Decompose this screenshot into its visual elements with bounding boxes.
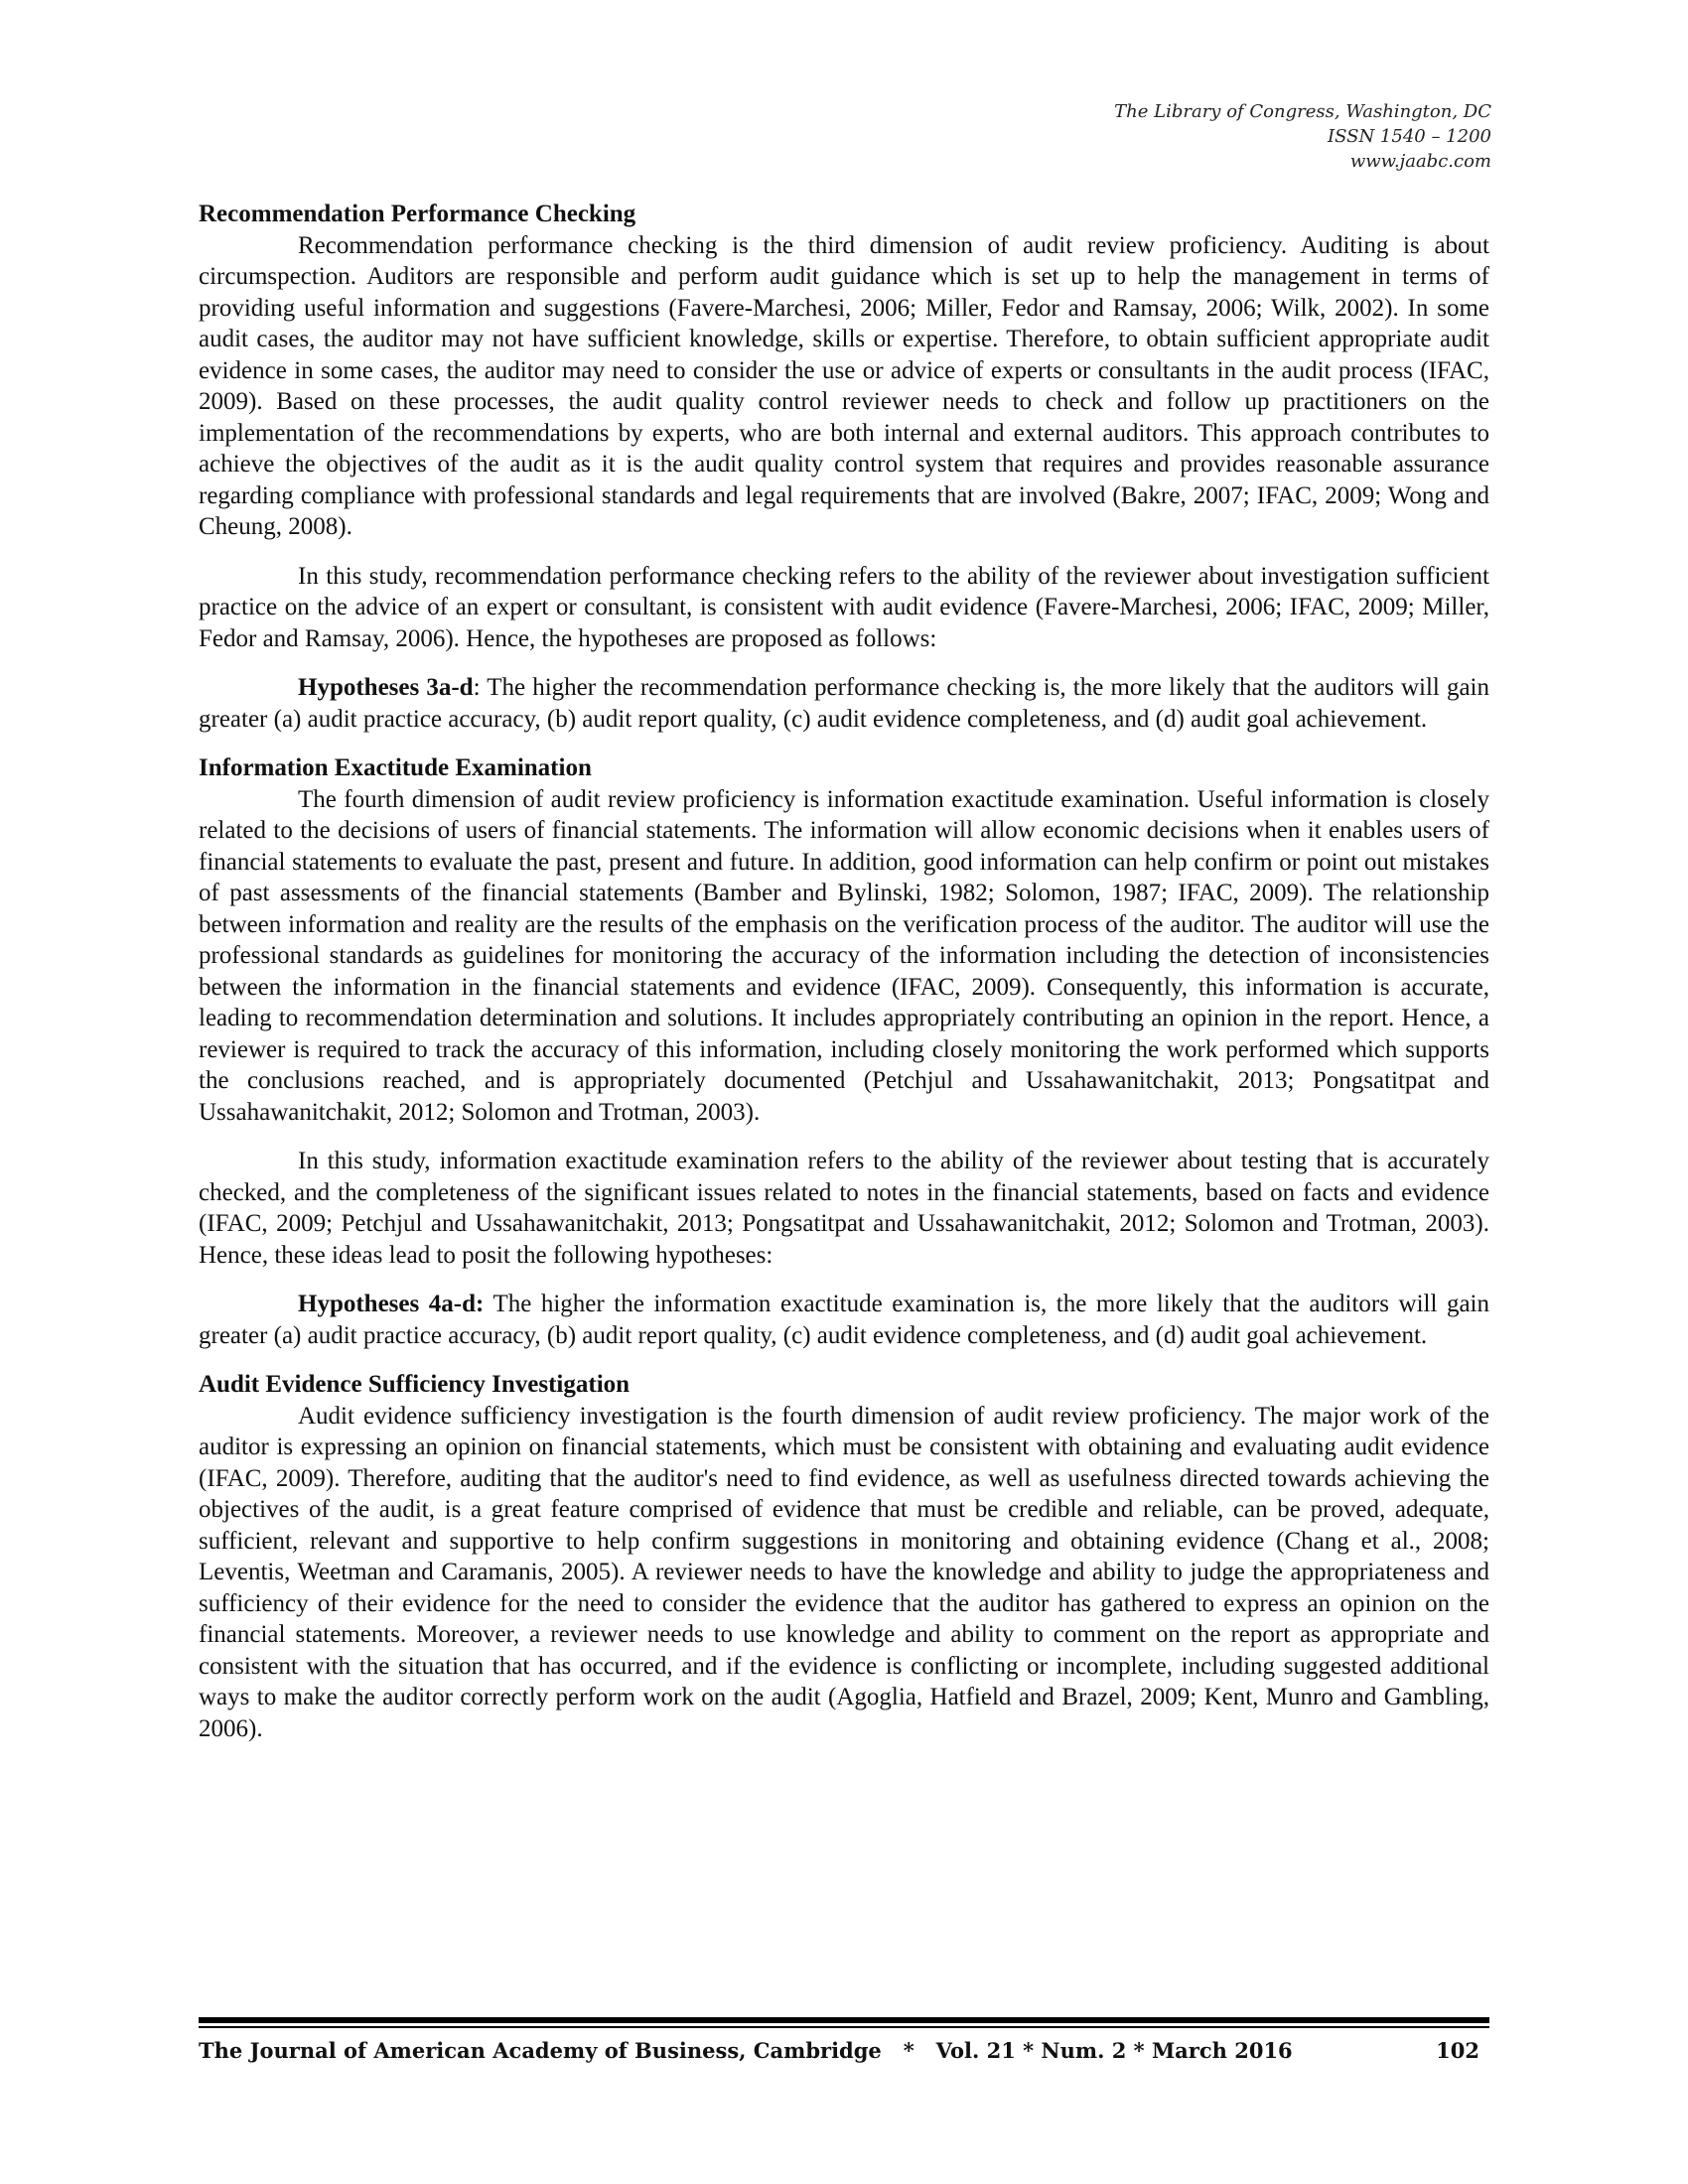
- running-header: [1114, 99, 1491, 174]
- section-heading-information: Information Exactitude Examination: [199, 754, 592, 781]
- hypothesis-label: Hypotheses 3a-d: [298, 674, 474, 701]
- footer-rule: [199, 2017, 1489, 2023]
- header-website-line: www.jaabc.com: [1349, 151, 1491, 172]
- hypothesis-label: Hypotheses 4a-d:: [298, 1291, 485, 1317]
- hypothesis-text: : The higher the recommendation performance checking is, the more likely that the auditors will gain greater (a) audit practice accuracy, (b) audit report quality, (c) audit evidence completeness, and (d) audit goal achievement.: [199, 674, 1490, 733]
- page-footer: [199, 2035, 1489, 2067]
- paragraph: Recommendation performance checking is the third dimension of audit review proficiency. Auditing is about circumspection. Auditors are responsible and perform audit guidance which is set up to help the management in terms of providing useful information and suggestions (Favere-Marchesi, 2006; Miller, Fedor and Ramsay, 2006; Wilk, 2002). In some audit cases, the auditor may not have sufficient knowledge, skills or expertise. Therefore, to obtain sufficient appropriate audit evidence in some cases, the auditor may need to consider the use or advice of experts or consultants in the audit process (IFAC, 2009). Based on these processes, the audit quality control reviewer needs to check and follow up practitioners on the implementation of the recommendations by experts, who are both internal and external auditors. This approach contributes to achieve the objectives of the audit as it is the audit quality control system that requires and provides reasonable assurance regarding compliance with professional standards and legal requirements that are involved (Bakre, 2007; IFAC, 2009; Wong and Cheung, 2008).: [199, 231, 1489, 540]
- paragraph: Audit evidence sufficiency investigation is the fourth dimension of audit review proficiency. The major work of the auditor is expressing an opinion on financial statements, which must be consistent with obtaining and evaluating audit evidence (IFAC, 2009). Therefore, auditing that the auditor's need to find evidence, as well as usefulness directed towards achieving the objectives of the audit, is a great feature comprised of evidence that must be credible and reliable, can be proved, adequate, sufficient, relevant and supportive to help confirm suggestions in monitoring and obtaining evidence (Chang et al., 2008; Leventis, Weetman and Caramanis, 2005). A reviewer needs to have the knowledge and ability to judge the appropriateness and sufficiency of their evidence for the need to consider the evidence that the auditor has gathered to express an opinion on the financial statements. Moreover, a reviewer needs to use knowledge and ability to comment on the report as appropriate and consistent with the situation that has occurred, and if the evidence is conflicting or incomplete, including suggested additional ways to make the auditor correctly perform work on the audit (Agoglia, Hatfield and Brazel, 2009; Kent, Munro and Gambling, 2006).: [199, 1402, 1489, 1742]
- hypothesis-paragraph: [199, 672, 1489, 735]
- footer-rule: [199, 2026, 1489, 2028]
- paragraph: In this study, information exactitude examination refers to the ability of the reviewer about testing that is accurately checked, and the completeness of the significant issues related to notes in the financial statements, based on facts and evidence (IFAC, 2009; Petchjul and Ussahawanitchakit, 2013; Pongsatitpat and Ussahawanitchakit, 2012; Solomon and Trotman, 2003). Hence, these ideas lead to posit the following hypotheses:: [199, 1148, 1489, 1269]
- footer-journal-citation: The Journal of American Academy of Business, Cambridge * Vol. 21 * Num. 2 * March 2016: [199, 2038, 1293, 2063]
- paragraph: The fourth dimension of audit review proficiency is information exactitude examination. Useful information is closely related to the decisions of users of financial statements. The information will allow economic decisions when it enables users of financial statements to evaluate the past, present and future. In addition, good information can help confirm or point out mistakes of past assessments of the financial statements (Bamber and Bylinski, 1982; Solomon, 1987; IFAC, 2009). The relationship between information and reality are the results of the emphasis on the verification process of the auditor. The auditor will use the professional standards as guidelines for monitoring the accuracy of the information including the detection of inconsistencies between the information in the financial statements and evidence (IFAC, 2009). Consequently, this information is accurate, leading to recommendation determination and solutions. It includes appropriately contributing an opinion in the report. Hence, a reviewer is required to track the accuracy of this information, including closely monitoring the work performed which supports the conclusions reached, and is appropriately documented (Petchjul and Ussahawanitchakit, 2013; Pongsatitpat and Ussahawanitchakit, 2012; Solomon and Trotman, 2003).: [199, 785, 1489, 1126]
- article-body: [199, 199, 1489, 1744]
- section-heading-evidence: Audit Evidence Sufficiency Investigation: [199, 1371, 631, 1398]
- paragraph: In this study, recommendation performance checking refers to the ability of the reviewer about investigation sufficient practice on the advice of an expert or consultant, is consistent with audit evidence (Favere-Marchesi, 2006; IFAC, 2009; Miller, Fedor and Ramsay, 2006). Hence, the hypotheses are proposed as follows:: [199, 562, 1489, 652]
- header-issn-line: ISSN 1540 – 1200: [1328, 126, 1491, 147]
- section-heading-recommendation: Recommendation Performance Checking: [199, 201, 636, 227]
- hypothesis-paragraph: [199, 1289, 1489, 1351]
- header-library-line: The Library of Congress, Washington, DC: [1114, 101, 1491, 122]
- page-number: 102: [1436, 2038, 1479, 2063]
- hypothesis-text: The higher the information exactitude examination is, the more likely that the auditors will gain greater (a) audit practice accuracy, (b) audit report quality, (c) audit evidence completeness, and (d) audit goal achievement.: [199, 1291, 1489, 1349]
